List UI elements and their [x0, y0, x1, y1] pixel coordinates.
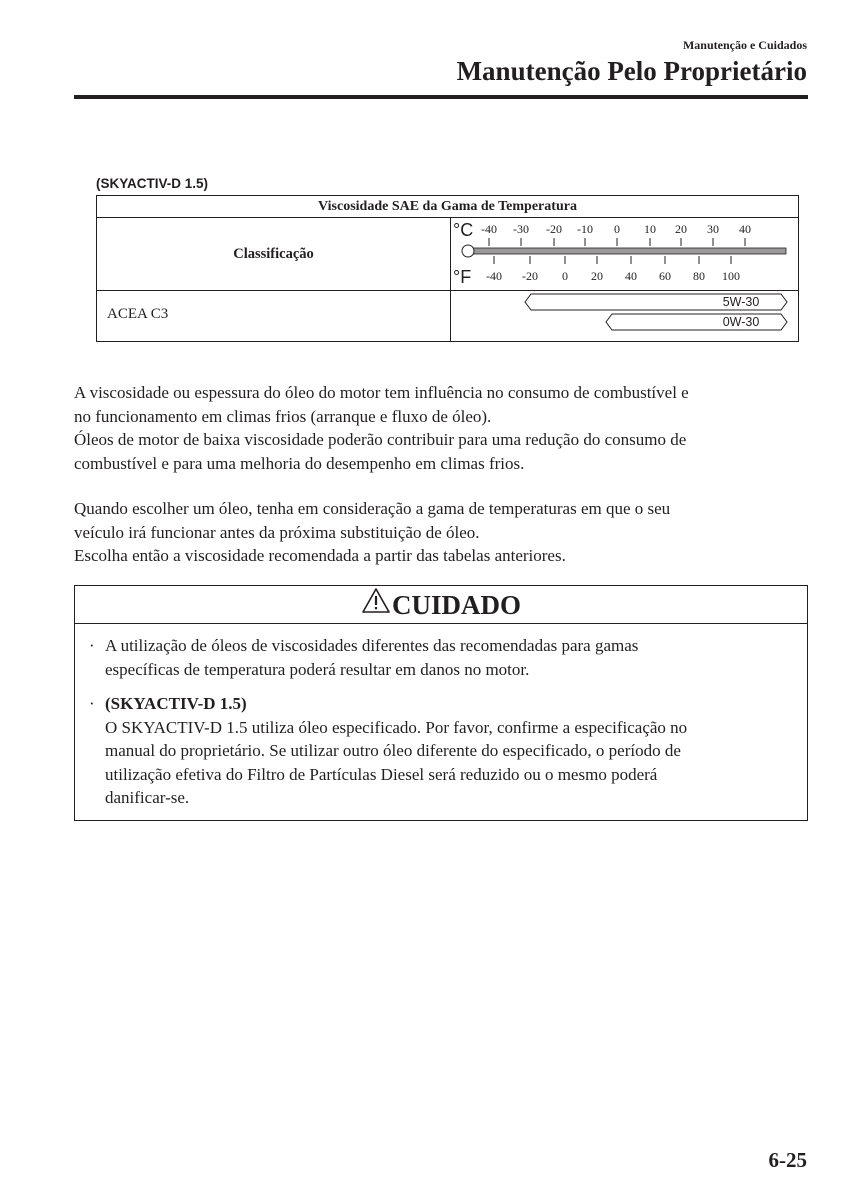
fahrenheit-tick-label: 80 [693, 269, 705, 283]
fahrenheit-tick-label: -20 [522, 269, 538, 283]
celsius-tick-label: 30 [707, 222, 719, 236]
celsius-tick-label: 40 [739, 222, 751, 236]
text-line: Óleos de motor de baixa viscosidade poderão contribuir para uma redução do consumo de [74, 430, 687, 450]
text-line: veículo irá funcionar antes da próxima substituição de óleo. [74, 522, 480, 542]
text-line: A utilização de óleos de viscosidades diferentes das recomendadas para gamas [105, 636, 639, 655]
grade-range-arrow [606, 314, 787, 330]
celsius-tick-label: -30 [513, 222, 529, 236]
fahrenheit-tick-label: 20 [591, 269, 603, 283]
engine-spec-label: (SKYACTIV-D 1.5) [96, 176, 209, 191]
caution-title: CUIDADO [391, 590, 521, 620]
title-divider [74, 95, 808, 99]
fahrenheit-tick-label: -40 [486, 269, 502, 283]
celsius-tick-label: -20 [546, 222, 562, 236]
celsius-tick-label: -40 [481, 222, 497, 236]
celsius-tick-label: 0 [614, 222, 620, 236]
oil-choice-paragraph [74, 497, 814, 568]
celsius-ticks [489, 238, 745, 246]
celsius-unit: °C [453, 220, 474, 240]
warning-triangle-icon [361, 587, 391, 619]
text-line: Escolha então a viscosidade recomendada a partir das tabelas anteriores. [74, 546, 566, 566]
caution-box [74, 585, 808, 821]
thermometer-bar [462, 245, 786, 257]
celsius-tick-label: 10 [644, 222, 656, 236]
text-line: Quando escolher um óleo, tenha em consideração a gama de temperaturas em que o seu [74, 499, 671, 518]
viscosity-table [96, 195, 799, 342]
grade-range-arrow [525, 294, 787, 310]
caution-item-heading: (SKYACTIV-D 1.5) [105, 694, 247, 713]
text-line: A viscosidade ou espessura do óleo do motor tem influência no consumo de combustível e [74, 383, 689, 402]
classification-header: Classificação [233, 246, 314, 262]
acea-classification: ACEA C3 [107, 306, 169, 322]
bullet-dot: · [89, 694, 95, 713]
fahrenheit-tick-label: 60 [659, 269, 671, 283]
fahrenheit-tick-label: 40 [625, 269, 637, 283]
caution-header [75, 586, 807, 624]
viscosity-table-title: Viscosidade SAE da Gama de Temperatura [97, 196, 798, 218]
text-line: O SKYACTIV-D 1.5 utiliza óleo especificado. Por favor, confirme a especificação no [105, 717, 688, 737]
text-line: manual do proprietário. Se utilizar outro óleo diferente do especificado, o período de [105, 741, 681, 761]
temperature-scale [451, 219, 798, 341]
fahrenheit-tick-label: 100 [722, 269, 740, 283]
section-label: Manutenção e Cuidados [682, 38, 807, 52]
grade-label-5w30: 5W-30 [722, 295, 760, 309]
celsius-tick-label: -10 [577, 222, 593, 236]
celsius-tick-label: 20 [675, 222, 687, 236]
grade-label-0w30: 0W-30 [722, 315, 760, 329]
text-line: combustível e para uma melhoria do desempenho em climas frios. [74, 453, 525, 473]
fahrenheit-unit: °F [453, 267, 472, 287]
text-line: utilização efetiva do Filtro de Partículas Diesel será reduzido ou o mesmo poderá [105, 764, 658, 784]
fahrenheit-tick-label: 0 [562, 269, 568, 283]
page-title: Manutenção Pelo Proprietário [456, 56, 807, 86]
viscosity-paragraph [74, 381, 814, 475]
text-line: no funcionamento em climas frios (arranque e fluxo de óleo). [74, 406, 492, 426]
page-number: 6-25 [768, 1148, 807, 1172]
text-line: específicas de temperatura poderá resultar em danos no motor. [105, 659, 530, 679]
bullet-dot: · [89, 636, 95, 655]
caution-item [105, 692, 795, 810]
text-line: danificar-se. [105, 788, 190, 808]
fahrenheit-ticks [494, 256, 731, 264]
caution-item [105, 634, 795, 681]
